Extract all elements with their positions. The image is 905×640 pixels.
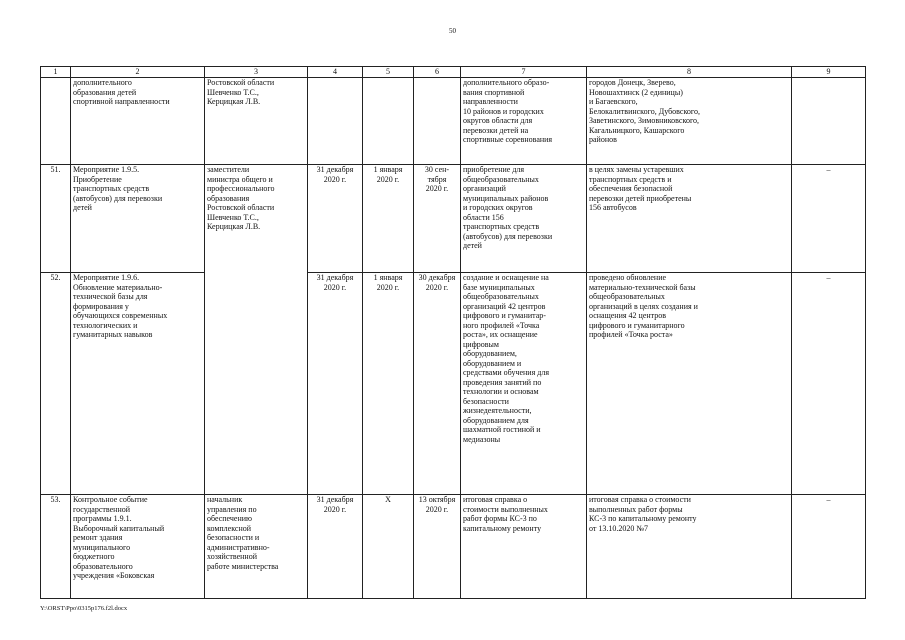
fact-start-cell	[363, 495, 414, 599]
cell-line: 13 октября	[418, 495, 456, 504]
cell-line: обеспечению	[207, 514, 253, 523]
cell-line: оборудованием,	[463, 349, 517, 358]
cell-line: Мероприятие 1.9.5.	[73, 165, 140, 174]
fact-start-cell	[363, 165, 414, 273]
cell-line: проведения занятий по	[463, 377, 542, 387]
cell-line: материально-технической базы	[589, 282, 696, 292]
planned-results-cell	[461, 273, 587, 495]
cell-line: 2020 г.	[376, 282, 400, 292]
cell-line: организаций 42 центров	[463, 301, 546, 311]
cell-line: стоимости выполненных	[463, 504, 548, 514]
cell-line: Новошахтинск (2 единицы)	[589, 87, 683, 97]
cell-line: работе министерства	[207, 561, 279, 571]
cell-line: области 156	[463, 212, 504, 222]
actual-results-cell	[587, 165, 792, 273]
cell-line: транспортных средств	[463, 222, 540, 231]
cell-line: цифровым	[463, 339, 499, 349]
cell-line: Керцицкая Л.В.	[207, 222, 261, 231]
cell-line: комплексной	[207, 523, 252, 533]
responsible-cell	[205, 78, 308, 165]
plan-end-cell	[308, 165, 363, 273]
actual-results-cell	[587, 495, 792, 599]
cell-line: 2020 г.	[376, 174, 400, 184]
cell-line: спортивной направленности	[73, 97, 170, 106]
cell-line: Керцицкая Л.В.	[207, 97, 261, 106]
cell-line: государственной	[73, 504, 131, 514]
cell-line: городов Донецк, Зверево,	[589, 78, 676, 87]
cell-line: цифрового и гуманитар-	[463, 311, 546, 320]
cell-line: районов	[589, 135, 617, 144]
cell-line: базе муниципальных	[463, 282, 535, 292]
cell-line: общеобразовательных	[463, 174, 539, 184]
event-name-cell	[71, 273, 205, 495]
row-number: 52.	[41, 273, 71, 495]
cell-line: образования	[207, 193, 250, 203]
cell-line: округов области для	[463, 116, 533, 125]
cell-line: цифрового и гуманитарного	[589, 320, 685, 330]
column-header: 8	[587, 67, 792, 78]
cell-line: перевозки детей приобретены	[589, 193, 692, 203]
cell-line: программы 1.9.1.	[73, 514, 132, 523]
cell-line: шахматной гостиной и	[463, 425, 541, 434]
cell-line: тября	[427, 174, 447, 184]
cell-line: медиазоны	[463, 434, 501, 444]
cell-line: 2020 г.	[323, 282, 347, 292]
cell-line: обучающихся современных	[73, 311, 168, 320]
page-number: 50	[449, 27, 456, 35]
table-row-51	[41, 165, 866, 273]
cell-line: 1 января	[373, 165, 403, 174]
cell-line: технологических и	[73, 320, 138, 330]
cell-line: образования детей	[73, 87, 137, 97]
cell-line: обеспечения безопасной	[589, 184, 673, 193]
row-number: 51.	[41, 165, 71, 273]
cell-line: и городских округов	[463, 203, 533, 212]
column-header: 3	[205, 67, 308, 78]
cell-line: Обновление материально-	[73, 282, 163, 292]
cell-line: приобретение для	[463, 165, 525, 174]
cell-line: муниципального	[73, 542, 131, 552]
cell-line: хозяйственной	[207, 552, 257, 561]
cell-line: муниципальных районов	[463, 193, 549, 203]
cell-line: 2020 г.	[323, 504, 347, 514]
cell-line: (автобусов) для перевозки	[73, 193, 163, 203]
cell-line: профилей «Точка роста»	[589, 330, 673, 339]
cell-line: 2020 г.	[425, 504, 449, 514]
fact-end-cell	[414, 495, 461, 599]
cell-line: гуманитарных навыков	[73, 330, 153, 339]
cell-line: перевозки детей на	[463, 125, 529, 135]
cell-line: спортивные соревнования	[463, 135, 553, 144]
cell-line: 2020 г.	[425, 282, 449, 292]
cell-line: министра общего и	[207, 174, 273, 184]
cell-line: ного профилей «Точка	[463, 320, 540, 330]
actual-results-cell	[587, 78, 792, 165]
cell-line: роста», их оснащение	[463, 330, 538, 339]
footer-file-path: Y:\ORST\Ppo\0315p176.f2l.docx	[40, 605, 128, 612]
cell-line: организаций в целях создания и	[589, 301, 698, 311]
cell-line: итоговая справка о	[463, 495, 528, 504]
cell-line: дополнительного	[73, 78, 132, 87]
cell-line: Заветинского, Зимовниковского,	[589, 116, 700, 125]
plan-end-cell	[308, 78, 363, 165]
cell-line: учреждения «Боковская	[73, 571, 155, 580]
plan-end-cell	[308, 495, 363, 599]
cell-line: жизнедеятельности,	[463, 406, 532, 415]
cell-line: безопасности и	[207, 533, 260, 542]
cell-line: дополнительного образо-	[463, 78, 550, 87]
cell-line: от 13.10.2020 №7	[589, 523, 649, 533]
cell-line: (автобусов) для перевозки	[463, 231, 553, 241]
cell-line: начальник	[207, 495, 243, 504]
cell-line: 156 автобусов	[589, 203, 637, 212]
fact-end-cell	[414, 165, 461, 273]
cell-line: в целях замены устаревших	[589, 165, 684, 174]
cell-line: Ростовской области	[207, 78, 275, 87]
cell-line: управления по	[207, 504, 257, 514]
cell-line: Ростовской области	[207, 203, 275, 212]
cell-line: транспортных средств и	[589, 174, 672, 184]
fact-start-cell	[363, 78, 414, 165]
fact-end-cell	[414, 78, 461, 165]
cell-line: 10 районов и городских	[463, 106, 544, 116]
cell-line: создание и оснащение на	[463, 273, 549, 282]
column-header: 9	[792, 67, 866, 78]
cell-line: бюджетного	[73, 552, 115, 561]
fact-start-cell	[363, 273, 414, 495]
column-header: 5	[363, 67, 414, 78]
table-row-continuation	[41, 78, 866, 165]
cell-line: выполненных работ формы	[589, 504, 683, 514]
cell-line: капитальному ремонту	[463, 523, 542, 533]
cell-line: Выборочный капитальный	[73, 523, 165, 533]
problems-cell: –	[792, 273, 866, 495]
cell-line: Кагальницкого, Кашарского	[589, 125, 685, 135]
cell-line: итоговая справка о стоимости	[589, 495, 691, 504]
problems-cell	[792, 78, 866, 165]
column-header: 2	[71, 67, 205, 78]
cell-line: 31 декабря	[316, 273, 354, 282]
cell-line: оборудованием для	[463, 415, 529, 425]
report-table	[40, 66, 866, 599]
table-row-52	[41, 273, 866, 495]
cell-line: Мероприятие 1.9.6.	[73, 273, 140, 282]
responsible-cell	[205, 495, 308, 599]
cell-line: детей	[463, 241, 482, 250]
cell-line: безопасности	[463, 396, 509, 406]
problems-cell: –	[792, 495, 866, 599]
row-number: 53.	[41, 495, 71, 599]
cell-line: ремонт здания	[73, 533, 123, 542]
column-header: 4	[308, 67, 363, 78]
cell-line: 31 декабря	[316, 495, 354, 504]
cell-line: средствами обучения для	[463, 368, 550, 377]
cell-line: КС-3 по капитальному ремонту	[589, 514, 697, 523]
event-name-cell	[71, 165, 205, 273]
cell-line: формирования у	[73, 301, 129, 311]
cell-line: X	[385, 495, 391, 504]
event-name-cell	[71, 495, 205, 599]
cell-line: технической базы для	[73, 292, 148, 301]
column-header: 1	[41, 67, 71, 78]
cell-line: 1 января	[373, 273, 403, 282]
cell-line: профессионального	[207, 184, 275, 193]
cell-line: оборудованием и	[463, 358, 522, 368]
cell-line: Белокалитвинского, Дубовского,	[589, 106, 701, 116]
cell-line: 30 декабря	[418, 273, 456, 282]
cell-line: административно-	[207, 542, 270, 552]
cell-line: транспортных средств	[73, 184, 150, 193]
cell-line: 30 сен-	[424, 165, 450, 174]
cell-line: заместители	[207, 165, 250, 174]
cell-line: и Багаевского,	[589, 97, 638, 106]
fact-end-cell	[414, 273, 461, 495]
row-number-cell	[41, 78, 71, 165]
plan-end-cell	[308, 273, 363, 495]
cell-line: технологии и основам	[463, 387, 539, 396]
cell-line: Приобретение	[73, 174, 122, 184]
cell-line: образовательного	[73, 561, 133, 571]
planned-results-cell	[461, 78, 587, 165]
cell-line: проведено обновление	[589, 273, 667, 282]
cell-line: организаций	[463, 184, 506, 193]
cell-line: Контрольное событие	[73, 495, 148, 504]
cell-line: вания спортивной	[463, 87, 525, 97]
actual-results-cell	[587, 273, 792, 495]
cell-line: общеобразовательных	[463, 292, 539, 301]
problems-cell: –	[792, 165, 866, 273]
cell-line: детей	[73, 203, 92, 212]
cell-line: Шевченко Т.С.,	[207, 87, 259, 97]
cell-line: 2020 г.	[425, 184, 449, 193]
cell-line: направленности	[463, 97, 518, 106]
column-header-row	[41, 67, 866, 78]
cell-line: Шевченко Т.С.,	[207, 212, 259, 222]
cell-line: оснащения 42 центров	[589, 311, 667, 320]
table-row-53	[41, 495, 866, 599]
planned-results-cell	[461, 165, 587, 273]
cell-line: 31 декабря	[316, 165, 354, 174]
cell-line: общеобразовательных	[589, 292, 665, 301]
event-name-cell	[71, 78, 205, 165]
responsible-cell	[205, 165, 308, 495]
column-header: 6	[414, 67, 461, 78]
planned-results-cell	[461, 495, 587, 599]
cell-line: работ формы КС-3 по	[463, 514, 537, 523]
cell-line: 2020 г.	[323, 174, 347, 184]
column-header: 7	[461, 67, 587, 78]
